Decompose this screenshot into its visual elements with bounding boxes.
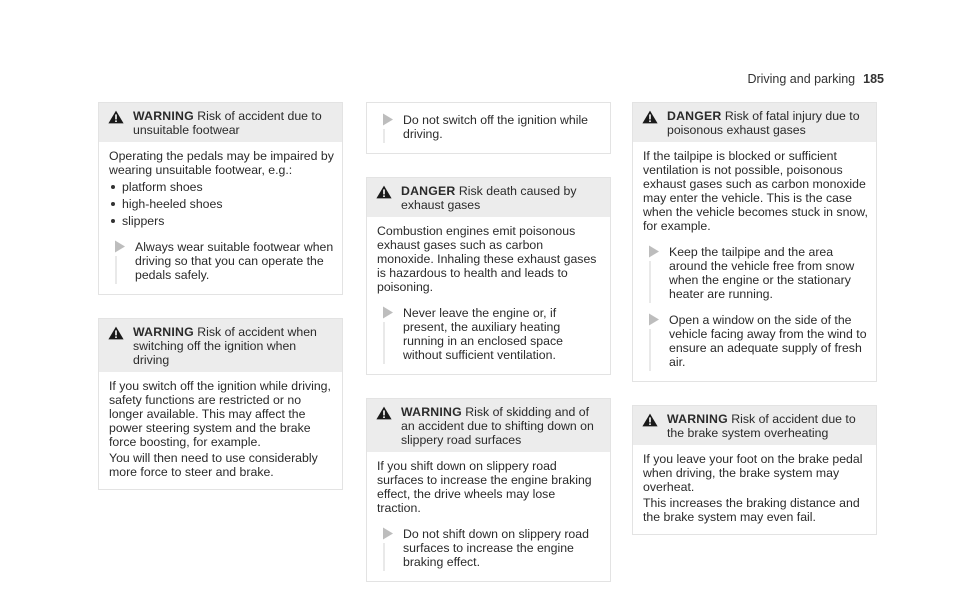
warning-title: Risk of accident due to unsuitable footwear — [133, 109, 322, 137]
warning-header — [99, 319, 342, 372]
instruction-step — [643, 313, 868, 369]
warning-keyword: WARNING — [667, 412, 728, 426]
column-2 — [366, 102, 611, 605]
warning-body — [99, 142, 342, 294]
instruction-step — [643, 245, 868, 301]
list-item: slippers — [109, 214, 334, 228]
warning-box-ignition — [98, 318, 343, 490]
danger-keyword: DANGER — [667, 109, 722, 123]
danger-title: Risk death caused by exhaust gases — [401, 184, 577, 212]
footwear-list — [109, 180, 334, 228]
instruction-body — [367, 103, 610, 153]
step-bar — [115, 256, 117, 284]
danger-box-tailpipe — [632, 102, 877, 382]
warning-header — [367, 399, 610, 452]
page-number: 185 — [863, 72, 884, 86]
column-3 — [632, 102, 877, 558]
instruction-step — [377, 113, 602, 141]
warning-text: If you switch off the ignition while driving, safety functions are restricted or no longer available. This may affect the power steering system and the brake force boosting, for example. — [109, 379, 331, 449]
column-1 — [98, 102, 343, 513]
step-text: Never leave the engine or, if present, the auxiliary heating running in an enclosed space without sufficient ventilation. — [403, 306, 563, 362]
step-text: Always wear suitable footwear when driving so that you can operate the pedals safely. — [135, 240, 334, 282]
step-bar — [383, 129, 385, 143]
danger-text: If the tailpipe is blocked or sufficient ventilation is not possible, poisonous exhaust gases such as carbon monoxide may enter the vehicle. This is the case when the vehicle becomes stuck in snow, for example. — [643, 149, 868, 233]
step-arrow-icon — [648, 313, 660, 326]
danger-header — [367, 178, 610, 217]
warning-text: If you shift down on slippery road surfaces to increase the engine braking effect, the drive wheels may lose traction. — [377, 459, 592, 515]
list-item: high-heeled shoes — [109, 197, 334, 211]
warning-title: Risk of skidding and of an accident due to shifting down on slippery road surfaces — [401, 405, 594, 447]
warning-header — [633, 406, 876, 445]
warning-header — [99, 103, 342, 142]
section-title: Driving and parking — [747, 72, 856, 86]
step-arrow-icon — [382, 113, 394, 126]
danger-body — [633, 142, 876, 381]
warning-body — [99, 372, 342, 489]
step-arrow-icon — [382, 306, 394, 319]
warning-body — [633, 445, 876, 534]
ignition-instruction-box — [366, 102, 611, 154]
warning-triangle-icon — [108, 110, 124, 124]
instruction-step — [377, 527, 602, 569]
danger-header — [633, 103, 876, 142]
step-arrow-icon — [382, 527, 394, 540]
warning-triangle-icon — [376, 406, 392, 420]
warning-text: This increases the braking distance and the brake system may even fail. — [643, 496, 860, 524]
page-header — [747, 72, 884, 86]
warning-keyword: WARNING — [401, 405, 462, 419]
step-text: Keep the tailpipe and the area around the vehicle free from snow when the engine or the stationary heater are running. — [669, 245, 855, 301]
instruction-step — [377, 306, 602, 362]
warning-text: If you leave your foot on the brake pedal when driving, the brake system may overheat. — [643, 452, 863, 494]
step-bar — [383, 543, 385, 571]
instruction-step — [109, 240, 334, 282]
step-text: Do not switch off the ignition while driving. — [403, 113, 589, 141]
warning-box-footwear — [98, 102, 343, 295]
step-bar — [649, 329, 651, 371]
warning-triangle-icon — [108, 326, 124, 340]
danger-keyword: DANGER — [401, 184, 456, 198]
list-item: platform shoes — [109, 180, 334, 194]
warning-box-brakes — [632, 405, 877, 535]
danger-box-exhaust — [366, 177, 611, 375]
warning-title: Risk of accident due to the brake system overheating — [667, 412, 856, 440]
warning-triangle-icon — [376, 185, 392, 199]
warning-triangle-icon — [642, 413, 658, 427]
danger-body — [367, 217, 610, 374]
step-bar — [383, 322, 385, 364]
warning-box-skidding — [366, 398, 611, 582]
warning-text: You will then need to use considerably more force to steer and brake. — [109, 451, 318, 479]
danger-text: Combustion engines emit poisonous exhaust gases such as carbon monoxide. Inhaling these exhaust gases is hazardous to health and leads to poisoning. — [377, 224, 597, 294]
danger-title: Risk of fatal injury due to poisonous exhaust gases — [667, 109, 860, 137]
warning-triangle-icon — [642, 110, 658, 124]
warning-keyword: WARNING — [133, 109, 194, 123]
step-text: Open a window on the side of the vehicle facing away from the wind to ensure an adequate supply of fresh air. — [669, 313, 867, 369]
step-text: Do not shift down on slippery road surfaces to increase the engine braking effect. — [403, 527, 589, 569]
warning-body — [367, 452, 610, 581]
step-bar — [649, 261, 651, 303]
step-arrow-icon — [648, 245, 660, 258]
step-arrow-icon — [114, 240, 126, 253]
warning-title: Risk of accident when switching off the ignition when driving — [133, 325, 317, 367]
warning-keyword: WARNING — [133, 325, 194, 339]
warning-text: Operating the pedals may be impaired by wearing unsuitable footwear, e.g.: — [109, 149, 334, 177]
